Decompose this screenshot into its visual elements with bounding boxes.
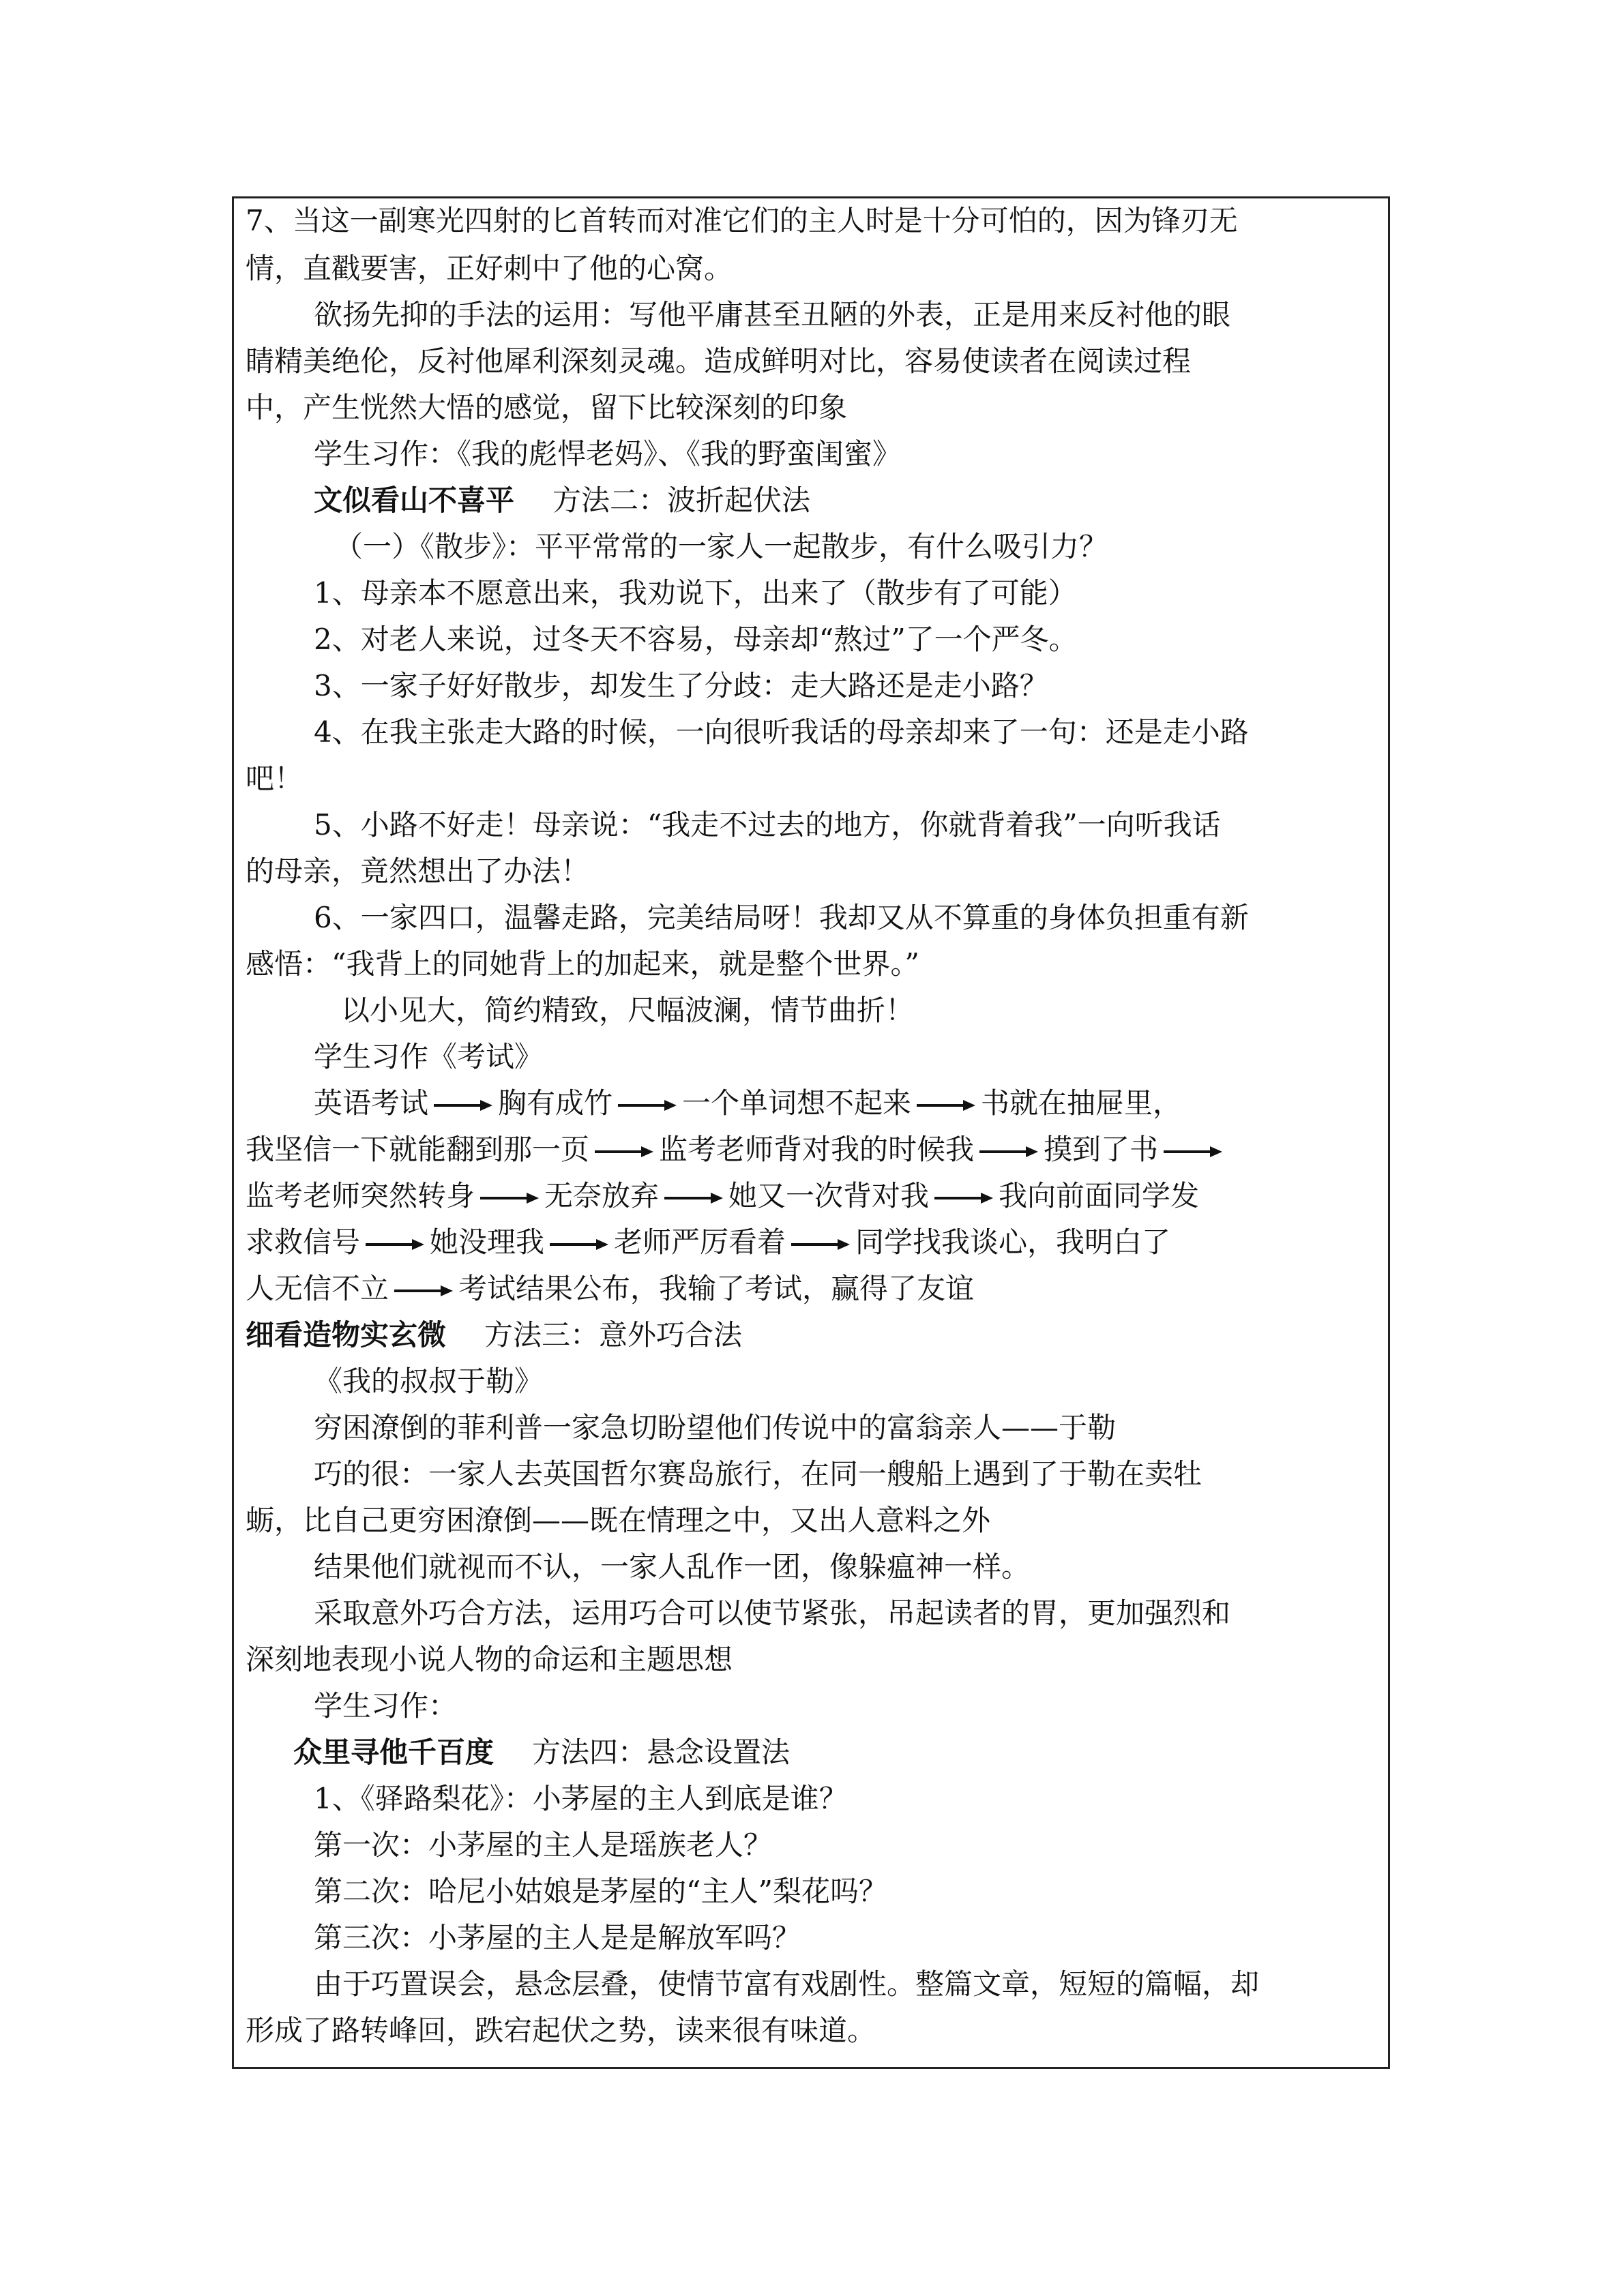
section-heading-3 (246, 1313, 742, 1357)
text-line: 7、当这一副寒光四射的匕首转而对准它们的主人时是十分可怕的，因为锋刃无 (246, 204, 1238, 237)
heading-method: 方法二：波折起伏法 (552, 483, 811, 517)
section-heading-4 (293, 1731, 790, 1774)
flow-step: 人无信不立 (246, 1272, 389, 1305)
text-line: 蛎，比自己更穷困潦倒——既在情理之中，又出人意料之外 (246, 1504, 991, 1537)
flow-step: 考试结果公布，我输了考试，赢得了友谊 (458, 1272, 975, 1305)
flow-line (246, 1267, 974, 1311)
flow-step: 无奈放弃 (544, 1179, 660, 1212)
arrow-icon (934, 1191, 993, 1205)
arrow-icon (394, 1284, 453, 1298)
text-line: 学生习作《考试》 (314, 1040, 544, 1073)
text-line: 采取意外巧合方法，运用巧合可以使节紧张，吊起读者的胃，更加强烈和 (314, 1596, 1231, 1630)
text-line: 的母亲，竟然想出了办法！ (246, 854, 590, 888)
text-line: 第二次：哈尼小姑娘是茅屋的“主人”梨花吗？ (314, 1875, 887, 1908)
flow-step: 求救信号 (246, 1225, 361, 1259)
arrow-icon (618, 1099, 677, 1112)
flow-step: 同学找我谈心，我明白了 (855, 1225, 1171, 1259)
flow-step: 监考老师背对我的时候我 (659, 1133, 975, 1166)
text-line: 由于巧置误会，悬念层叠，使情节富有戏剧性。整篇文章，短短的篇幅，却 (314, 1967, 1260, 2001)
text-line: 深刻地表现小说人物的命运和主题思想 (246, 1643, 733, 1676)
flow-step: 摸到了书 (1044, 1133, 1159, 1166)
text-line: 学生习作： (314, 1689, 458, 1723)
text-line: 结果他们就视而不认，一家人乱作一团，像躲瘟神一样。 (314, 1550, 1031, 1583)
text-line: 第三次：小茅屋的主人是是解放军吗？ (314, 1921, 801, 1954)
flow-step: 胸有成竹 (498, 1086, 613, 1120)
text-line: 形成了路转峰回，跌宕起伏之势，读来很有味道。 (246, 2014, 876, 2047)
text-line: 吧！ (246, 762, 304, 795)
text-line: 第一次：小茅屋的主人是瑶族老人？ (314, 1828, 773, 1862)
arrow-icon (917, 1099, 975, 1112)
arrow-icon (595, 1145, 653, 1159)
flow-step: 她又一次背对我 (728, 1179, 930, 1212)
arrow-icon (366, 1238, 424, 1251)
text-line: 情，直戳要害，正好刺中了他的心窝。 (246, 252, 733, 285)
text-line: 1、《驿路梨花》：小茅屋的主人到底是谁？ (314, 1782, 848, 1815)
text-line: 1、母亲本不愿意出来，我劝说下，出来了（散步有了可能） (314, 576, 1077, 610)
text-line: 2、对老人来说，过冬天不容易，母亲却“熬过”了一个严冬。 (314, 623, 1078, 656)
arrow-icon (434, 1099, 492, 1112)
text-line: 中，产生恍然大悟的感觉，留下比较深刻的印象 (246, 391, 848, 424)
text-line: 《我的叔叔于勒》 (314, 1365, 544, 1398)
arrow-icon (791, 1238, 850, 1251)
text-line: 6、一家四口，温馨走路，完美结局呀！我却又从不算重的身体负担重有新 (314, 901, 1249, 934)
text-line: （一）《散步》：平平常常的一家人一起散步，有什么吸引力？ (334, 530, 1108, 563)
arrow-icon (1164, 1145, 1222, 1159)
flow-line (314, 1082, 1181, 1125)
heading-method: 方法三：意外巧合法 (484, 1318, 743, 1352)
text-line: 睛精美绝伦，反衬他犀利深刻灵魂。造成鲜明对比，容易使读者在阅读过程 (246, 344, 1192, 378)
heading-title: 细看造物实玄微 (246, 1318, 447, 1352)
arrow-icon (550, 1238, 608, 1251)
heading-title: 众里寻他千百度 (293, 1735, 494, 1769)
flow-step: 老师严厉看着 (614, 1225, 786, 1259)
text-line: 巧的很：一家人去英国哲尔赛岛旅行，在同一艘船上遇到了于勒在卖牡 (314, 1457, 1202, 1491)
arrow-icon (979, 1145, 1038, 1159)
text-line: 以小见大，简约精致，尺幅波澜，情节曲折！ (341, 994, 915, 1027)
heading-title: 文似看山不喜平 (314, 483, 515, 517)
arrow-icon (480, 1191, 539, 1205)
text-line: 学生习作：《我的彪悍老妈》、《我的野蛮闺蜜》 (314, 437, 902, 471)
section-heading-2 (314, 479, 810, 522)
flow-step: 她没理我 (430, 1225, 545, 1259)
flow-line (246, 1128, 1228, 1172)
flow-step: 一个单词想不起来 (682, 1086, 912, 1120)
text-line: 3、一家子好好散步，却发生了分歧：走大路还是走小路？ (314, 669, 1048, 702)
text-line: 5、小路不好走！母亲说：“我走不过去的地方，你就背着我”一向听我话 (314, 808, 1221, 841)
flow-step: 我向前面同学发 (999, 1179, 1200, 1212)
flow-step: 英语考试 (314, 1086, 429, 1120)
flow-line (246, 1174, 1199, 1218)
flow-step: 书就在抽屉里， (981, 1086, 1182, 1120)
heading-method: 方法四：悬念设置法 (532, 1735, 791, 1769)
flow-line (246, 1221, 1170, 1264)
text-line: 感悟：“我背上的同她背上的加起来，就是整个世界。” (246, 947, 919, 981)
arrow-icon (664, 1191, 723, 1205)
text-line: 4、在我主张走大路的时候，一向很听我话的母亲却来了一句：还是走小路 (314, 715, 1249, 749)
flow-step: 监考老师突然转身 (246, 1179, 475, 1212)
flow-step: 我坚信一下就能翻到那一页 (246, 1133, 590, 1166)
text-line: 欲扬先抑的手法的运用：写他平庸甚至丑陋的外表，正是用来反衬他的眼 (314, 298, 1231, 331)
text-line: 穷困潦倒的菲利普一家急切盼望他们传说中的富翁亲人——于勒 (314, 1411, 1117, 1444)
